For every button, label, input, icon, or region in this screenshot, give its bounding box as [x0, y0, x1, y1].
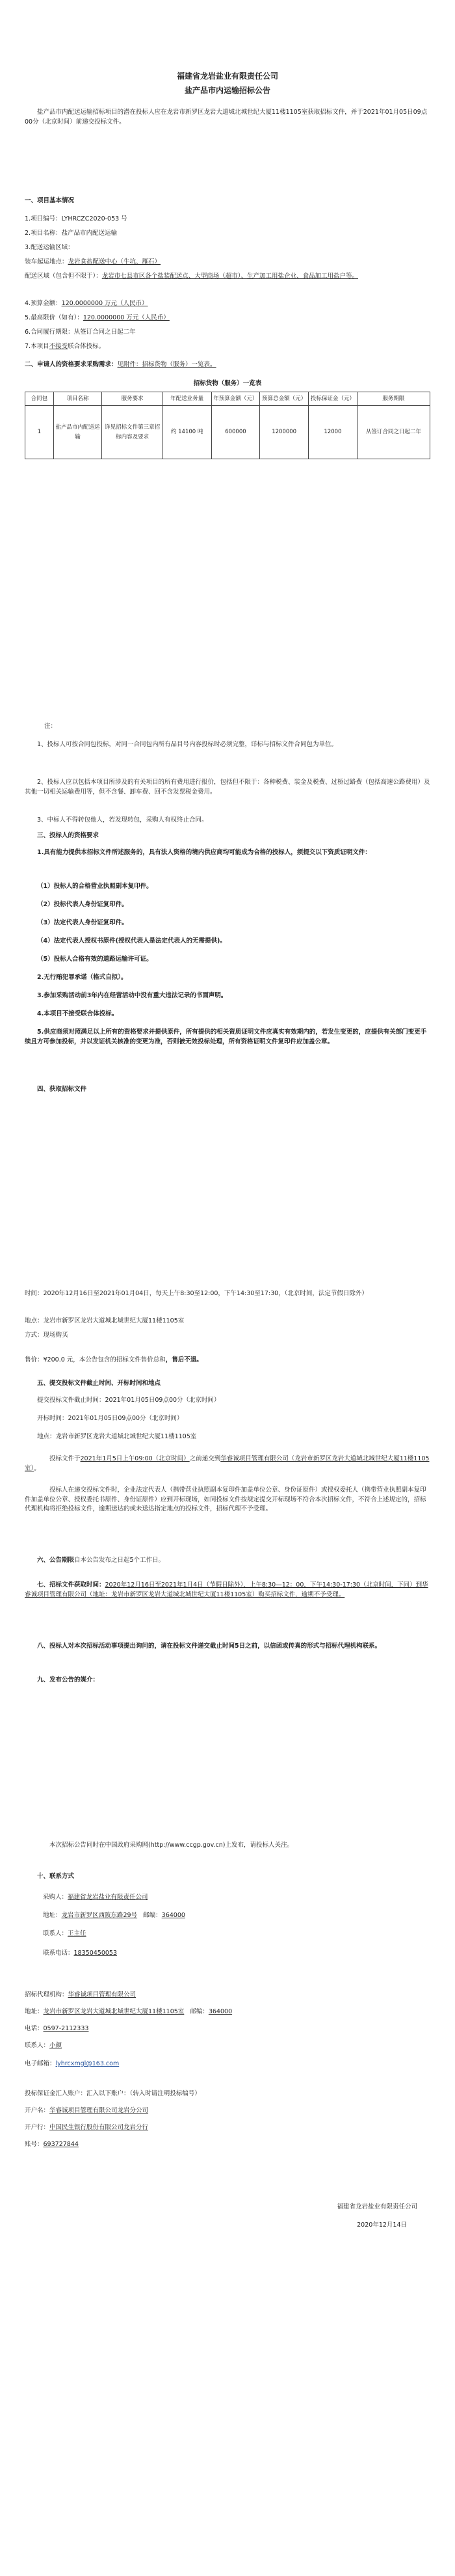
consortium-prefix: 7.本项目	[25, 343, 49, 350]
section-2-heading	[25, 360, 216, 370]
th-package: 合同包	[25, 392, 54, 405]
area-value: 龙岩市七县市区各个盐装配送点、大型商场（超市）、生产加工用盐企业、食品加工用盐户等。	[101, 273, 359, 280]
consortium-value: 不接受	[49, 343, 68, 350]
area-label: 配送区域（包含但不限于）：	[25, 273, 102, 280]
submit-extra: 投标人在递交投标文件时，企业法定代表人（携带营业执照副本复印件加盖单位公章、身份证原件）或授权委托人（携带营业执照副本复印件加盖单位公章、授权委托书原件、身份证原件）应到开标现场，如同投标文件按规定提交开标现场不符合本次招标文件，不符合上述规定的，招标代理机构将拒绝投标文件，逾期送达的或未送达指定地点的投标文件，招标代理不予受理。	[25, 1486, 426, 1513]
price-label: 售价：	[25, 1356, 44, 1363]
project-number: 1.项目编号：LYHRCZC2020-053 号	[25, 215, 127, 222]
deposit-bank-value: 中国民生银行股份有限公司龙岩分行	[49, 2124, 149, 2131]
submit-prefix: 投标文件于	[49, 1455, 81, 1462]
qualification-3: 3.参加采购活动前3年内在经营活动中没有重大违法记录的书面声明。	[37, 992, 228, 999]
max-price-line	[25, 314, 170, 323]
qualification-list-3: （3）法定代表人身份证复印件。	[37, 919, 128, 926]
area-line	[25, 272, 430, 282]
warehouse-line	[25, 258, 161, 267]
footer-date: 2020年12月14日	[357, 2221, 407, 2229]
buyer-address-label: 地址：	[43, 1912, 62, 1919]
table-row	[25, 406, 430, 459]
deposit-account-value: 693727844	[43, 2141, 79, 2148]
buyer-address-value: 龙岩市新罗区西陂东路29号	[61, 1912, 138, 1919]
agency-phone-label: 电话：	[25, 2025, 44, 2032]
submit-date: 2021年1月5日上午09:00（北京时间）	[80, 1455, 190, 1462]
buyer-address-line	[43, 1911, 185, 1921]
agency-address-value: 龙岩市新罗区龙岩大道城北城世纪大厦11楼1105室	[43, 2008, 185, 2015]
submit-mid: 之前递交到	[189, 1455, 221, 1462]
agency-contact-value: 小颜	[49, 2042, 62, 2049]
buyer-line	[43, 1893, 148, 1903]
agency-postcode-value: 364000	[208, 2008, 233, 2015]
budget-value: 120.0000000 万元（人民币）	[61, 300, 148, 307]
goods-table	[25, 392, 430, 459]
deposit-name-label: 开户名：	[25, 2107, 50, 2114]
deposit-account-line	[25, 2140, 79, 2150]
budget-label: 4.预算金额：	[25, 300, 62, 307]
note-3: 3、中标人不得转包他人，若发现转包，采购人有权终止合同。	[37, 816, 208, 824]
buyer-contact-value: 王主任	[68, 1930, 86, 1937]
buyer-phone-value: 18350450053	[73, 1950, 118, 1957]
goods-table-block	[25, 379, 430, 459]
company-title: 福建省龙岩盐业有限责任公司	[176, 72, 278, 81]
project-name: 2.项目名称：盐产品市内配送运输	[25, 230, 118, 237]
acquire-method: 方式：现场购买	[25, 1332, 68, 1339]
section-3-heading: 三、投标人的资格要求	[37, 832, 99, 839]
section-8-heading: 八、投标人对本次招标活动事项提出询问的，请在投标文件递交截止时间5日之前，以信函或传真的形式与招标代理机构联系。	[37, 1643, 382, 1650]
qualification-list-4: （4）法定代表人授权书原件(授权代表人是法定代表人的无需提供)。	[37, 937, 226, 945]
max-price-value: 120.0000000 万元（人民币）	[83, 314, 170, 321]
th-volume: 年配送业务量	[162, 392, 211, 405]
procurement-label: 采购需求：	[86, 361, 118, 368]
th-service-period: 服务期限	[357, 392, 430, 405]
buyer-postcode-value: 364000	[161, 1912, 185, 1919]
deposit-intro: 投标保证金汇入账户：汇入以下账户：（转入时请注明投标编号）	[25, 2090, 201, 2097]
buyer-postcode-label: 邮编：	[143, 1912, 162, 1919]
opening-place: 地点：龙岩市新罗区龙岩大道城北城世纪大厦11楼1105室	[37, 1433, 197, 1440]
section-2-title: 二、申请人的资格要求	[25, 361, 87, 368]
delivery-area-label: 3.配送运输区域：	[25, 244, 74, 251]
acquire-period-text: 2020年12月16日至2021年1月4日（节假日除外），上午8:30—12：00，下午14:30-17:30（北京时间，下同）到华睿诚项目管理有限公司（地址：龙岩市新罗区龙岩大道城北城世纪大厦11楼1105室）购买招标文件，逾期不予受理。	[25, 1581, 428, 1598]
price-value: ¥200.0 元，本公告包含的招标文件售价总和	[43, 1356, 166, 1363]
submit-deadline: 提交投标文件截止时间：2021年01月05日09点00分（北京时间）	[37, 1397, 220, 1404]
deposit-bank-line	[25, 2123, 148, 2133]
section-6-heading: 六、公告期限	[37, 1557, 75, 1564]
cell-volume: 约 14100 吨	[162, 406, 211, 459]
email-label: 电子邮箱：	[25, 2060, 56, 2067]
budget-line	[25, 299, 148, 309]
announcement-title: 盐产品市内运输招标公告	[184, 86, 270, 95]
agency-address-line	[25, 2007, 232, 2017]
acquire-price	[25, 1356, 203, 1365]
qualification-5: 5.供应商须对照满足以上所有的资格要求并提供原件，所有提供的相关资质证明文件应真实有效期内的，若发生变更的，应提供有关部门变更手续且方可参加投标，并以发证机关核准的变更为准，否则被无效投标处理，所有资格证明文件复印件应加盖公章。	[25, 1028, 427, 1045]
notice-period-text: 自本公告发布之日起5个工作日。	[74, 1557, 165, 1564]
footer-company: 福建省龙岩盐业有限责任公司	[337, 2203, 417, 2210]
agency-phone-value: 0597-2112333	[43, 2025, 89, 2032]
section-10-heading: 十、联系方式	[37, 1873, 75, 1880]
agency-contact-line	[25, 2041, 62, 2051]
agency-value: 华睿诚项目管理有限公司	[68, 1991, 136, 1998]
agency-address-label: 地址：	[25, 2008, 44, 2015]
consortium-line	[25, 342, 105, 352]
qualification-4: 4.本项目不接受联合体投标。	[37, 1010, 118, 1017]
agency-line	[25, 1991, 136, 2000]
cell-service-req: 详见招标文件第三章招标内容及要求	[102, 406, 162, 459]
price-suffix: ，售后不退。	[165, 1356, 203, 1363]
section-5-heading: 五、提交投标文件截止时间、开标时间和地点	[37, 1380, 161, 1387]
max-price-label: 5.最高限价（如有）：	[25, 314, 83, 321]
procurement-link[interactable]: 见附件：招标货物（服务）一览表。	[117, 361, 216, 368]
qualification-list-1: （1）投标人的合格营业执照副本复印件。	[37, 883, 153, 890]
qualification-list-5: （5）投标人合格有效的道路运输许可证。	[37, 956, 153, 963]
note-1: 1、投标人可按合同包投标，对同一合同包内所有品目号内容投标时必须完整，详标与招标文件合同包为单位。	[37, 741, 338, 748]
acquire-place: 地点：龙岩市新罗区龙岩大道城北城世纪大厦11楼1105室	[25, 1317, 185, 1324]
buyer-contact-label: 联系人：	[43, 1930, 68, 1937]
opening-time: 开标时间：2021年01月05日09点00分（北京时间）	[37, 1415, 183, 1422]
acquire-time: 时间：2020年12月16日至2021年01月04日，每天上午8:30至12:00，下午14:30至17:30，（北京时间，法定节假日除外）	[25, 1290, 368, 1297]
submit-instructions	[25, 1455, 430, 1473]
table-header-row	[25, 392, 430, 405]
agency-label: 招标代理机构：	[25, 1991, 68, 1998]
cell-annual-budget: 600000	[211, 406, 260, 459]
media-notice: 本次招标公告同时在中国政府采购网(http://www.ccgp.gov.cn)上发布，请投标人关注。	[49, 1842, 293, 1849]
buyer-phone-label: 联系电话：	[43, 1950, 74, 1957]
submit-suffix: 。	[34, 1464, 40, 1472]
qualification-2: 2.无行贿犯罪承诺（格式自拟）。	[37, 974, 127, 981]
agency-phone-line	[25, 2024, 88, 2034]
th-total-budget: 预算总金额（元）	[260, 392, 309, 405]
qualification-list-2: （2）投标代表人身份证复印件。	[37, 901, 128, 908]
buyer-contact-line	[43, 1929, 86, 1939]
notice-period	[25, 1556, 164, 1566]
agency-email-line	[25, 2059, 119, 2069]
section-9-heading: 九、发布公告的媒介：	[37, 1676, 99, 1684]
th-deposit: 投标保证金（元）	[309, 392, 358, 405]
note-2: 2、投标人应以包括本项目所涉及的有关项目的所有费用进行报价，包括但不限于：各种税费、装金及税费、过桥过路费（包括高速公路费用）及其他一切相关运输费用等，但不含餐、卸车费、回不含发票税金费用。	[25, 779, 430, 796]
agency-contact-label: 联系人：	[25, 2042, 50, 2049]
acquire-period	[25, 1581, 430, 1600]
warehouse-label: 装车起运地点：	[25, 258, 68, 265]
note-label: 注：	[44, 723, 57, 730]
cell-service-period: 从签订合同之日起二年	[357, 406, 430, 459]
warehouse-value: 龙岩食盐配送中心（牛坑、雁石）	[68, 258, 161, 265]
th-project-name: 项目名称	[53, 392, 102, 405]
cell-deposit: 12000	[309, 406, 358, 459]
section-7-heading: 七、招标文件获取时间：	[37, 1581, 105, 1589]
submit-agency: 华睿诚项目管理有限公司（龙岩市新罗区龙岩大道城北城世纪大厦11楼1105室）	[25, 1455, 430, 1472]
intro-paragraph: 盐产品市内配送运输招标项目的潜在投标人应在龙岩市新罗区龙岩大道城北城世纪大厦11楼1105室获取招标文件，并于2021年01月05日09点00分（北京时间）前递交投标文件。	[25, 109, 428, 126]
th-service-req: 服务要求	[102, 392, 162, 405]
section-1-heading: 一、项目基本情况	[25, 197, 75, 204]
table-title: 招标货物（服务）一览表	[193, 380, 262, 387]
th-annual-budget: 年预算金额（元）	[211, 392, 260, 405]
section-4-heading: 四、获取招标文件	[37, 1086, 87, 1093]
email-link[interactable]: lyhrcxmgl@163.com	[55, 2060, 120, 2067]
buyer-value: 福建省龙岩盐业有限责任公司	[68, 1894, 148, 1901]
cell-project-name: 盐产品市内配送运输	[53, 406, 102, 459]
contract-period: 6.合同履行期限：从签订合同之日起二年	[25, 329, 136, 336]
deposit-bank-label: 开户行：	[25, 2124, 50, 2131]
agency-postcode-label: 邮编：	[190, 2008, 209, 2015]
deposit-account-label: 账号：	[25, 2141, 44, 2148]
deposit-name-value: 华睿诚项目管理有限公司龙岩分公司	[49, 2107, 149, 2114]
consortium-suffix: 联合体投标。	[68, 343, 105, 350]
buyer-label: 采购人：	[43, 1894, 68, 1901]
buyer-phone-line	[43, 1949, 117, 1959]
qualification-1: 1.具有能力提供本招标文件所述服务的，具有法人资格的境内供应商均可能成为合格的投标人，须提交以下资质证明文件：	[37, 849, 371, 856]
deposit-name-line	[25, 2106, 148, 2116]
cell-total-budget: 1200000	[260, 406, 309, 459]
cell-package: 1	[25, 406, 54, 459]
